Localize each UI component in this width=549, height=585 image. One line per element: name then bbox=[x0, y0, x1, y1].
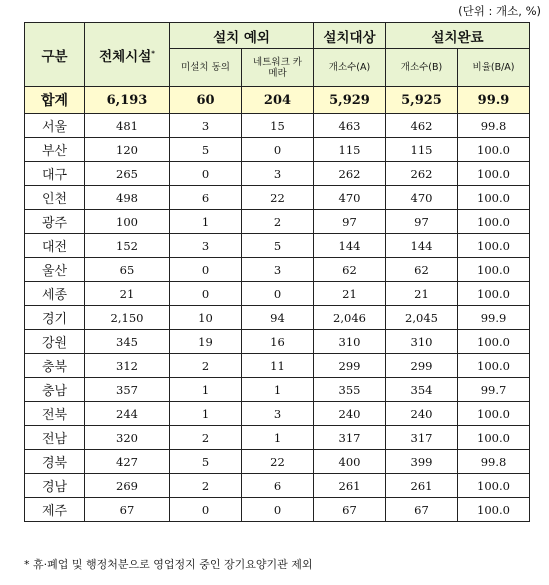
table-cell: 355 bbox=[314, 378, 386, 402]
region-name: 세종 bbox=[25, 282, 85, 306]
table-cell: 65 bbox=[85, 258, 170, 282]
total-cell: 60 bbox=[170, 87, 242, 114]
header-done-count: 개소수(B) bbox=[386, 49, 458, 87]
table-cell: 2,046 bbox=[314, 306, 386, 330]
region-name: 대구 bbox=[25, 162, 85, 186]
header-total-facilities-label: 전체시설 bbox=[99, 48, 152, 65]
table-cell: 354 bbox=[386, 378, 458, 402]
table-cell: 2 bbox=[170, 474, 242, 498]
table-row bbox=[25, 354, 530, 378]
table-cell: 5 bbox=[242, 234, 314, 258]
table-cell: 317 bbox=[386, 426, 458, 450]
header-done-ratio: 비율(B/A) bbox=[458, 49, 530, 87]
table-cell: 100.0 bbox=[458, 234, 530, 258]
table-cell: 97 bbox=[314, 210, 386, 234]
region-name: 광주 bbox=[25, 210, 85, 234]
region-name: 전북 bbox=[25, 402, 85, 426]
table-cell: 11 bbox=[242, 354, 314, 378]
region-name: 부산 bbox=[25, 138, 85, 162]
table-cell: 345 bbox=[85, 330, 170, 354]
table-cell: 100 bbox=[85, 210, 170, 234]
table-cell: 3 bbox=[170, 234, 242, 258]
table-cell: 10 bbox=[170, 306, 242, 330]
table-cell: 120 bbox=[85, 138, 170, 162]
table-cell: 100.0 bbox=[458, 162, 530, 186]
header-exempt-group: 설치 예외 bbox=[170, 23, 314, 49]
region-name: 전남 bbox=[25, 426, 85, 450]
table-cell: 16 bbox=[242, 330, 314, 354]
table-row bbox=[25, 282, 530, 306]
table-cell: 3 bbox=[170, 114, 242, 138]
region-name: 제주 bbox=[25, 498, 85, 522]
table-cell: 100.0 bbox=[458, 138, 530, 162]
table-cell: 21 bbox=[314, 282, 386, 306]
region-name: 서울 bbox=[25, 114, 85, 138]
table-cell: 357 bbox=[85, 378, 170, 402]
table-cell: 6 bbox=[242, 474, 314, 498]
table-cell: 19 bbox=[170, 330, 242, 354]
table-row bbox=[25, 450, 530, 474]
table-cell: 317 bbox=[314, 426, 386, 450]
table-cell: 261 bbox=[314, 474, 386, 498]
table-cell: 310 bbox=[314, 330, 386, 354]
table-cell: 2 bbox=[170, 426, 242, 450]
header-target-count: 개소수(A) bbox=[314, 49, 386, 87]
table-cell: 244 bbox=[85, 402, 170, 426]
table-row bbox=[25, 162, 530, 186]
table-cell: 240 bbox=[386, 402, 458, 426]
region-name: 인천 bbox=[25, 186, 85, 210]
region-name: 강원 bbox=[25, 330, 85, 354]
total-cell: 204 bbox=[242, 87, 314, 114]
table-cell: 67 bbox=[85, 498, 170, 522]
header-done-group: 설치완료 bbox=[386, 23, 530, 49]
table-row bbox=[25, 234, 530, 258]
table-cell: 481 bbox=[85, 114, 170, 138]
table-cell: 100.0 bbox=[458, 474, 530, 498]
table-row bbox=[25, 186, 530, 210]
table-cell: 261 bbox=[386, 474, 458, 498]
total-cell: 5,929 bbox=[314, 87, 386, 114]
total-cell: 6,193 bbox=[85, 87, 170, 114]
table-cell: 144 bbox=[314, 234, 386, 258]
table-cell: 100.0 bbox=[458, 258, 530, 282]
header-total-facilities bbox=[85, 23, 170, 87]
table-cell: 6 bbox=[170, 186, 242, 210]
table-cell: 1 bbox=[242, 378, 314, 402]
table-cell: 262 bbox=[314, 162, 386, 186]
table-row bbox=[25, 402, 530, 426]
table-cell: 299 bbox=[314, 354, 386, 378]
table-cell: 310 bbox=[386, 330, 458, 354]
table-cell: 99.9 bbox=[458, 306, 530, 330]
table-cell: 97 bbox=[386, 210, 458, 234]
region-name: 충남 bbox=[25, 378, 85, 402]
table-cell: 100.0 bbox=[458, 498, 530, 522]
table-cell: 100.0 bbox=[458, 186, 530, 210]
table-cell: 265 bbox=[85, 162, 170, 186]
region-name: 경북 bbox=[25, 450, 85, 474]
table-row bbox=[25, 378, 530, 402]
table-header bbox=[25, 23, 530, 87]
table-cell: 2 bbox=[242, 210, 314, 234]
table-cell: 100.0 bbox=[458, 402, 530, 426]
table-cell: 115 bbox=[314, 138, 386, 162]
table-cell: 2,150 bbox=[85, 306, 170, 330]
table-cell: 498 bbox=[85, 186, 170, 210]
table-cell: 240 bbox=[314, 402, 386, 426]
table-row bbox=[25, 426, 530, 450]
header-exempt-network-camera: 네트워크 카메라 bbox=[242, 49, 314, 87]
region-name: 경기 bbox=[25, 306, 85, 330]
table-cell: 67 bbox=[386, 498, 458, 522]
table-cell: 99.8 bbox=[458, 114, 530, 138]
table-cell: 99.7 bbox=[458, 378, 530, 402]
region-name: 울산 bbox=[25, 258, 85, 282]
table-cell: 15 bbox=[242, 114, 314, 138]
table-body bbox=[25, 87, 530, 522]
table-cell: 463 bbox=[314, 114, 386, 138]
table-cell: 100.0 bbox=[458, 354, 530, 378]
table-cell: 115 bbox=[386, 138, 458, 162]
table-cell: 320 bbox=[85, 426, 170, 450]
table-row bbox=[25, 114, 530, 138]
table-cell: 22 bbox=[242, 186, 314, 210]
table-cell: 269 bbox=[85, 474, 170, 498]
table-cell: 100.0 bbox=[458, 426, 530, 450]
table-row bbox=[25, 210, 530, 234]
table-cell: 299 bbox=[386, 354, 458, 378]
region-name: 경남 bbox=[25, 474, 85, 498]
table-cell: 3 bbox=[242, 402, 314, 426]
region-name: 대전 bbox=[25, 234, 85, 258]
footnote-mark: * bbox=[151, 49, 155, 57]
table-cell: 1 bbox=[170, 402, 242, 426]
footnote: * 휴·폐업 및 행정처분으로 영업정지 중인 장기요양기관 제외 bbox=[24, 558, 313, 571]
table-cell: 152 bbox=[85, 234, 170, 258]
table-cell: 470 bbox=[386, 186, 458, 210]
table-row bbox=[25, 258, 530, 282]
table-cell: 0 bbox=[242, 138, 314, 162]
table-row bbox=[25, 498, 530, 522]
table-cell: 99.8 bbox=[458, 450, 530, 474]
table-cell: 21 bbox=[386, 282, 458, 306]
total-row bbox=[25, 87, 530, 114]
unit-note: (단위 : 개소, %) bbox=[458, 4, 541, 18]
table-cell: 427 bbox=[85, 450, 170, 474]
header-exempt-no-consent: 미설치 동의 bbox=[170, 49, 242, 87]
table-cell: 470 bbox=[314, 186, 386, 210]
header-category: 구분 bbox=[25, 23, 85, 87]
total-label: 합계 bbox=[25, 87, 85, 114]
table-cell: 0 bbox=[170, 282, 242, 306]
region-name: 충북 bbox=[25, 354, 85, 378]
table-cell: 67 bbox=[314, 498, 386, 522]
table-cell: 100.0 bbox=[458, 210, 530, 234]
table-row bbox=[25, 306, 530, 330]
table-cell: 399 bbox=[386, 450, 458, 474]
table-cell: 1 bbox=[242, 426, 314, 450]
table-cell: 462 bbox=[386, 114, 458, 138]
table-cell: 262 bbox=[386, 162, 458, 186]
table-cell: 22 bbox=[242, 450, 314, 474]
table-cell: 0 bbox=[170, 162, 242, 186]
total-cell: 99.9 bbox=[458, 87, 530, 114]
table-cell: 5 bbox=[170, 138, 242, 162]
table-cell: 0 bbox=[170, 258, 242, 282]
table-cell: 2,045 bbox=[386, 306, 458, 330]
total-cell: 5,925 bbox=[386, 87, 458, 114]
table-cell: 21 bbox=[85, 282, 170, 306]
facility-table bbox=[24, 22, 530, 522]
table-cell: 100.0 bbox=[458, 330, 530, 354]
table-cell: 0 bbox=[242, 498, 314, 522]
table-cell: 0 bbox=[242, 282, 314, 306]
table-cell: 5 bbox=[170, 450, 242, 474]
table-row bbox=[25, 138, 530, 162]
table-cell: 62 bbox=[314, 258, 386, 282]
table-cell: 0 bbox=[170, 498, 242, 522]
table-cell: 144 bbox=[386, 234, 458, 258]
table-row bbox=[25, 474, 530, 498]
header-target-group: 설치대상 bbox=[314, 23, 386, 49]
table-cell: 94 bbox=[242, 306, 314, 330]
table-cell: 3 bbox=[242, 162, 314, 186]
table-cell: 1 bbox=[170, 210, 242, 234]
table-cell: 62 bbox=[386, 258, 458, 282]
table-cell: 400 bbox=[314, 450, 386, 474]
table-cell: 1 bbox=[170, 378, 242, 402]
table-cell: 312 bbox=[85, 354, 170, 378]
table-cell: 2 bbox=[170, 354, 242, 378]
table-cell: 3 bbox=[242, 258, 314, 282]
table-row bbox=[25, 330, 530, 354]
table-cell: 100.0 bbox=[458, 282, 530, 306]
